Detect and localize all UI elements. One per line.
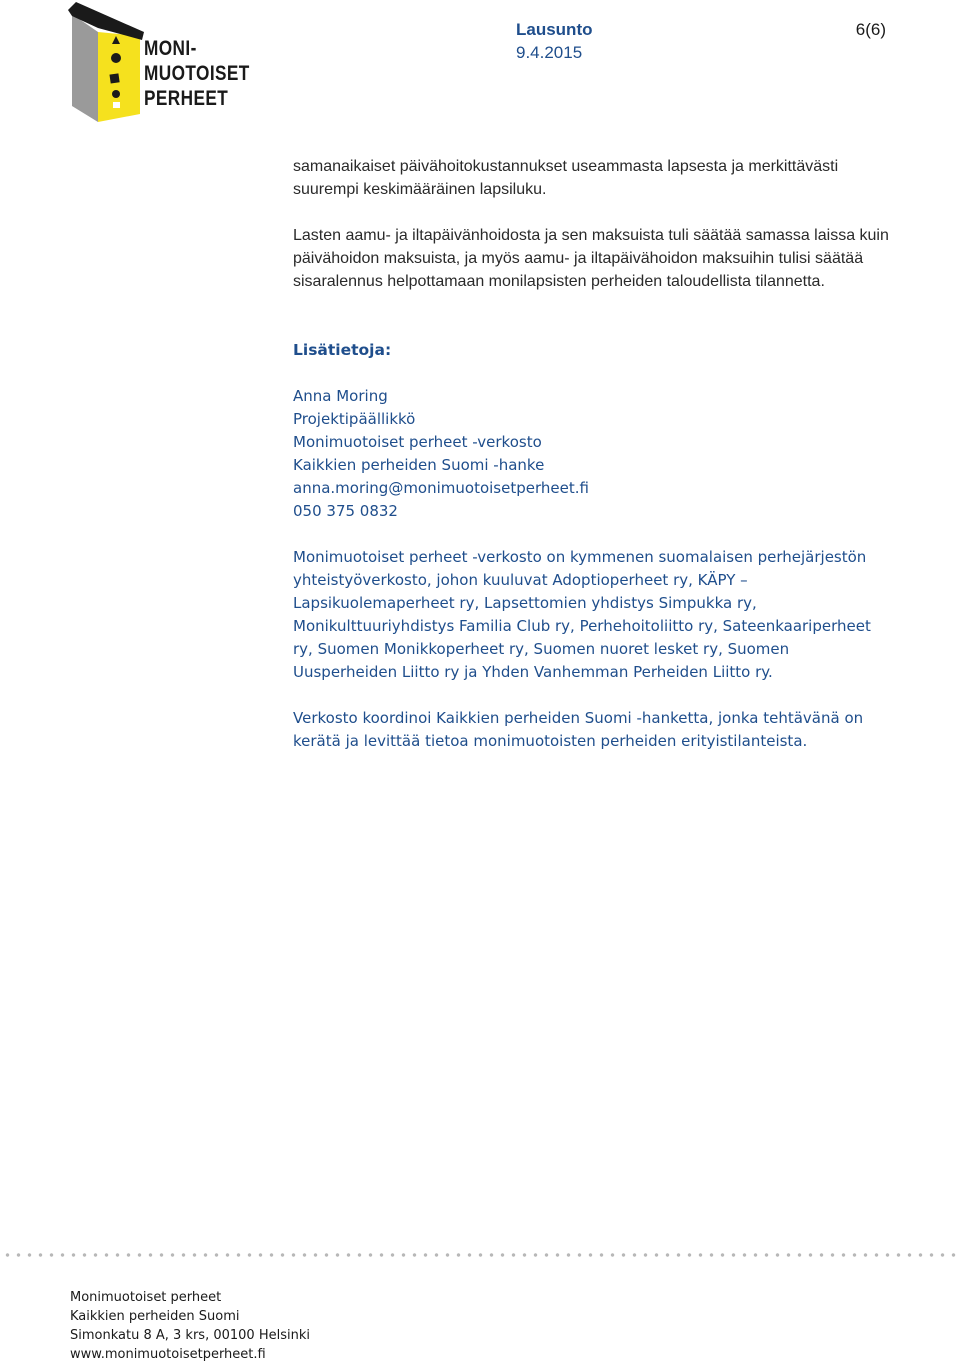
spacer <box>293 316 893 339</box>
contact-name: Anna Moring <box>293 387 388 405</box>
footer-org: Monimuotoiset perheet <box>70 1290 222 1305</box>
paragraph-costs: samanaikaiset päivähoitokustannukset useammasta lapsesta ja merkittävästi suurempi keskimääräinen lapsiluku. <box>293 158 839 198</box>
page-footer <box>70 1288 310 1364</box>
logo-line-1: MONI- <box>144 37 197 60</box>
contact-title: Projektipäällikkö <box>293 410 416 428</box>
logo-line-3: PERHEET <box>144 87 229 110</box>
footer-address: Simonkatu 8 A, 3 krs, 00100 Helsinki <box>70 1328 310 1343</box>
document-date: 9.4.2015 <box>516 43 583 62</box>
paragraph-network: Monimuotoiset perheet -verkosto on kymmenen suomalaisen perhejärjestön yhteistyöverkosto, johon kuuluvat Adoptioperheet ry, KÄPY – Lapsikuolemaperheet ry, Lapsettomien yhdistys Simpukka ry, Monikulttuuriyhdistys Familia Club ry, Perhehoitoliitto ry, Sateenkaariperheet ry, Suomen Monikkoperheet ry, Suomen nuoret lesket ry, Suomen Uusperheiden Liitto ry ja Yhden Vanhemman Perheiden Liitto ry. <box>293 548 871 681</box>
more-info-heading: Lisätietoja: <box>293 341 392 359</box>
footer-website[interactable]: www.monimuotoisetperheet.fi <box>70 1347 266 1362</box>
logo-wordmark <box>144 36 250 111</box>
contact-org-network: Monimuotoiset perheet -verkosto <box>293 433 542 451</box>
footer-divider <box>0 1252 960 1258</box>
paragraph-coordination: Verkosto koordinoi Kaikkien perheiden Suomi -hanketta, jonka tehtävänä on kerätä ja levittää tietoa monimuotoisten perheiden erityistilanteista. <box>293 709 864 750</box>
document-body <box>293 155 893 776</box>
page-number: 6(6) <box>855 20 886 39</box>
paragraph-after-school-care: Lasten aamu- ja iltapäivänhoidosta ja sen maksuista tuli säätää samassa laissa kuin päivähoidon maksuista, ja myös aamu- ja iltapäivähoidon maksuihin tulisi säätää sisaralennus helpottamaan monilapsisten perheiden taloudellista tilannetta. <box>293 227 889 290</box>
contact-email[interactable]: anna.moring@monimuotoisetperheet.fi <box>293 479 589 497</box>
logo-line-2: MUOTOISET <box>144 62 250 85</box>
contact-block <box>293 385 893 523</box>
footer-project: Kaikkien perheiden Suomi <box>70 1309 240 1324</box>
contact-phone: 050 375 0832 <box>293 502 398 520</box>
logo <box>68 2 248 124</box>
house-icon <box>68 2 148 124</box>
document-type: Lausunto <box>516 20 593 39</box>
contact-org-project: Kaikkien perheiden Suomi -hanke <box>293 456 545 474</box>
